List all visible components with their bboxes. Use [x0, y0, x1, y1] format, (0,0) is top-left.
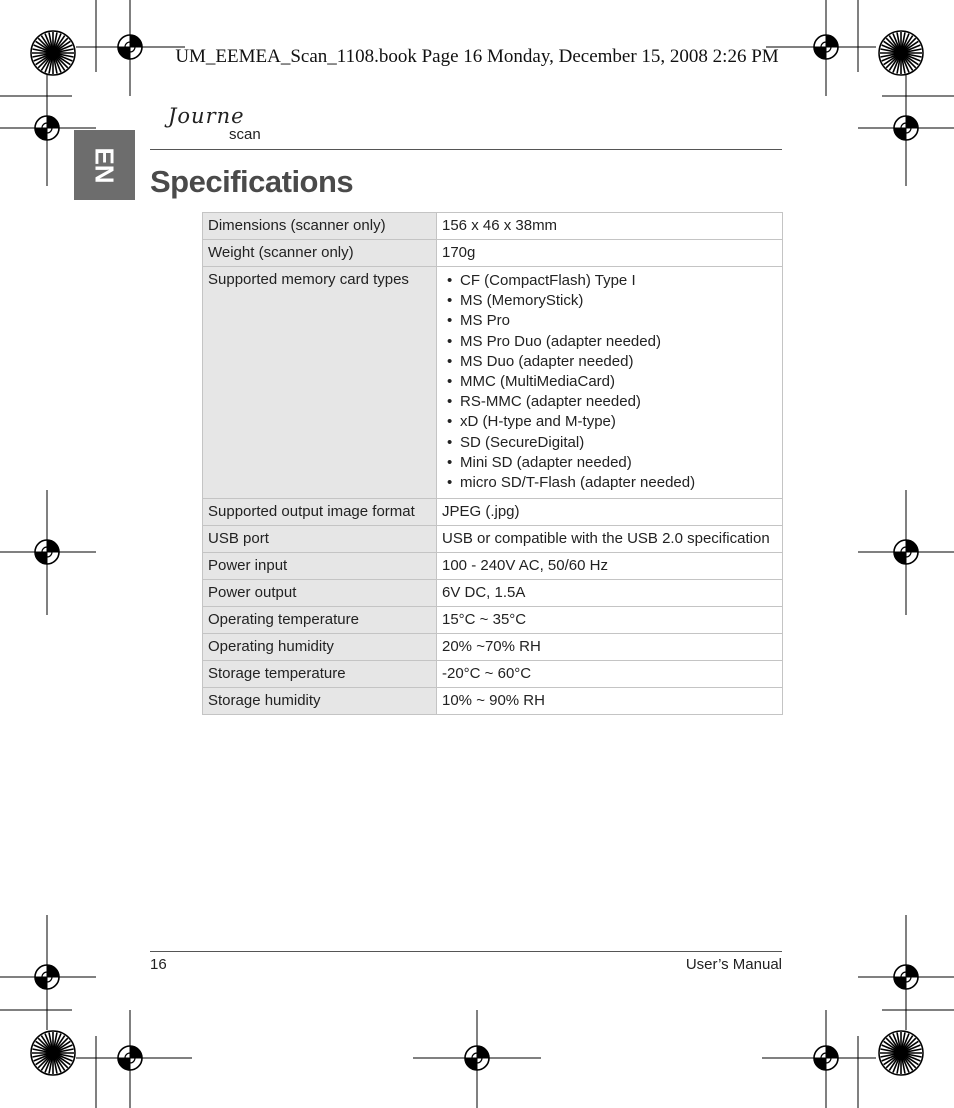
list-item: • MS (MemoryStick)	[442, 291, 777, 311]
table-row	[203, 240, 783, 267]
spec-value: -20°C ~ 60°C	[437, 661, 783, 688]
list-item: • MS Pro	[442, 311, 777, 331]
brand-logo-script: Journe	[168, 104, 245, 128]
spec-value: 20% ~70% RH	[437, 634, 783, 661]
spec-value	[437, 267, 783, 499]
spec-label: Supported memory card types	[203, 267, 437, 499]
manual-title: User’s Manual	[685, 956, 782, 973]
spec-label: Storage humidity	[203, 688, 437, 715]
spec-label: Supported output image format	[203, 499, 437, 526]
spec-label: Power input	[203, 553, 437, 580]
table-row	[203, 213, 783, 240]
memory-card-list	[442, 271, 777, 493]
spec-value: 100 - 240V AC, 50/60 Hz	[437, 553, 783, 580]
list-item: • CF (CompactFlash) Type I	[442, 271, 777, 291]
spec-value: 15°C ~ 35°C	[437, 607, 783, 634]
spec-value: 6V DC, 1.5A	[437, 580, 783, 607]
list-item: • RS-MMC (adapter needed)	[442, 392, 777, 412]
spec-label: USB port	[203, 526, 437, 553]
list-item: • MS Duo (adapter needed)	[442, 352, 777, 372]
brand-logo-sub: scan	[229, 126, 261, 143]
language-tab	[74, 130, 135, 200]
list-item: • SD (SecureDigital)	[442, 433, 777, 453]
table-row	[203, 580, 783, 607]
print-slug: UM_EEMEA_Scan_1108.book Page 16 Monday, December 15, 2008 2:26 PM	[175, 46, 779, 67]
spec-label: Power output	[203, 580, 437, 607]
spec-value: 10% ~ 90% RH	[437, 688, 783, 715]
spec-value: JPEG (.jpg)	[437, 499, 783, 526]
spec-value: 170g	[437, 240, 783, 267]
table-row	[203, 553, 783, 580]
spec-value: 156 x 46 x 38mm	[437, 213, 783, 240]
brand-logo	[150, 104, 290, 148]
specifications-table	[202, 212, 783, 715]
table-row	[203, 688, 783, 715]
spec-label: Dimensions (scanner only)	[203, 213, 437, 240]
table-row	[203, 267, 783, 499]
language-tab-label: EN	[90, 146, 120, 184]
list-item: • xD (H-type and M-type)	[442, 412, 777, 432]
spec-label: Operating temperature	[203, 607, 437, 634]
table-row	[203, 526, 783, 553]
spec-value: USB or compatible with the USB 2.0 specification	[437, 526, 783, 553]
table-row	[203, 634, 783, 661]
table-row	[203, 607, 783, 634]
spec-label: Weight (scanner only)	[203, 240, 437, 267]
header-rule	[150, 149, 782, 150]
footer-rule	[150, 951, 782, 952]
list-item: • micro SD/T-Flash (adapter needed)	[442, 473, 777, 493]
list-item: • MS Pro Duo (adapter needed)	[442, 332, 777, 352]
page-title: Specifications	[150, 164, 354, 199]
list-item: • MMC (MultiMediaCard)	[442, 372, 777, 392]
table-row	[203, 661, 783, 688]
spec-label: Storage temperature	[203, 661, 437, 688]
spec-label: Operating humidity	[203, 634, 437, 661]
page-number: 16	[150, 956, 167, 973]
list-item: • Mini SD (adapter needed)	[442, 453, 777, 473]
table-row	[203, 499, 783, 526]
